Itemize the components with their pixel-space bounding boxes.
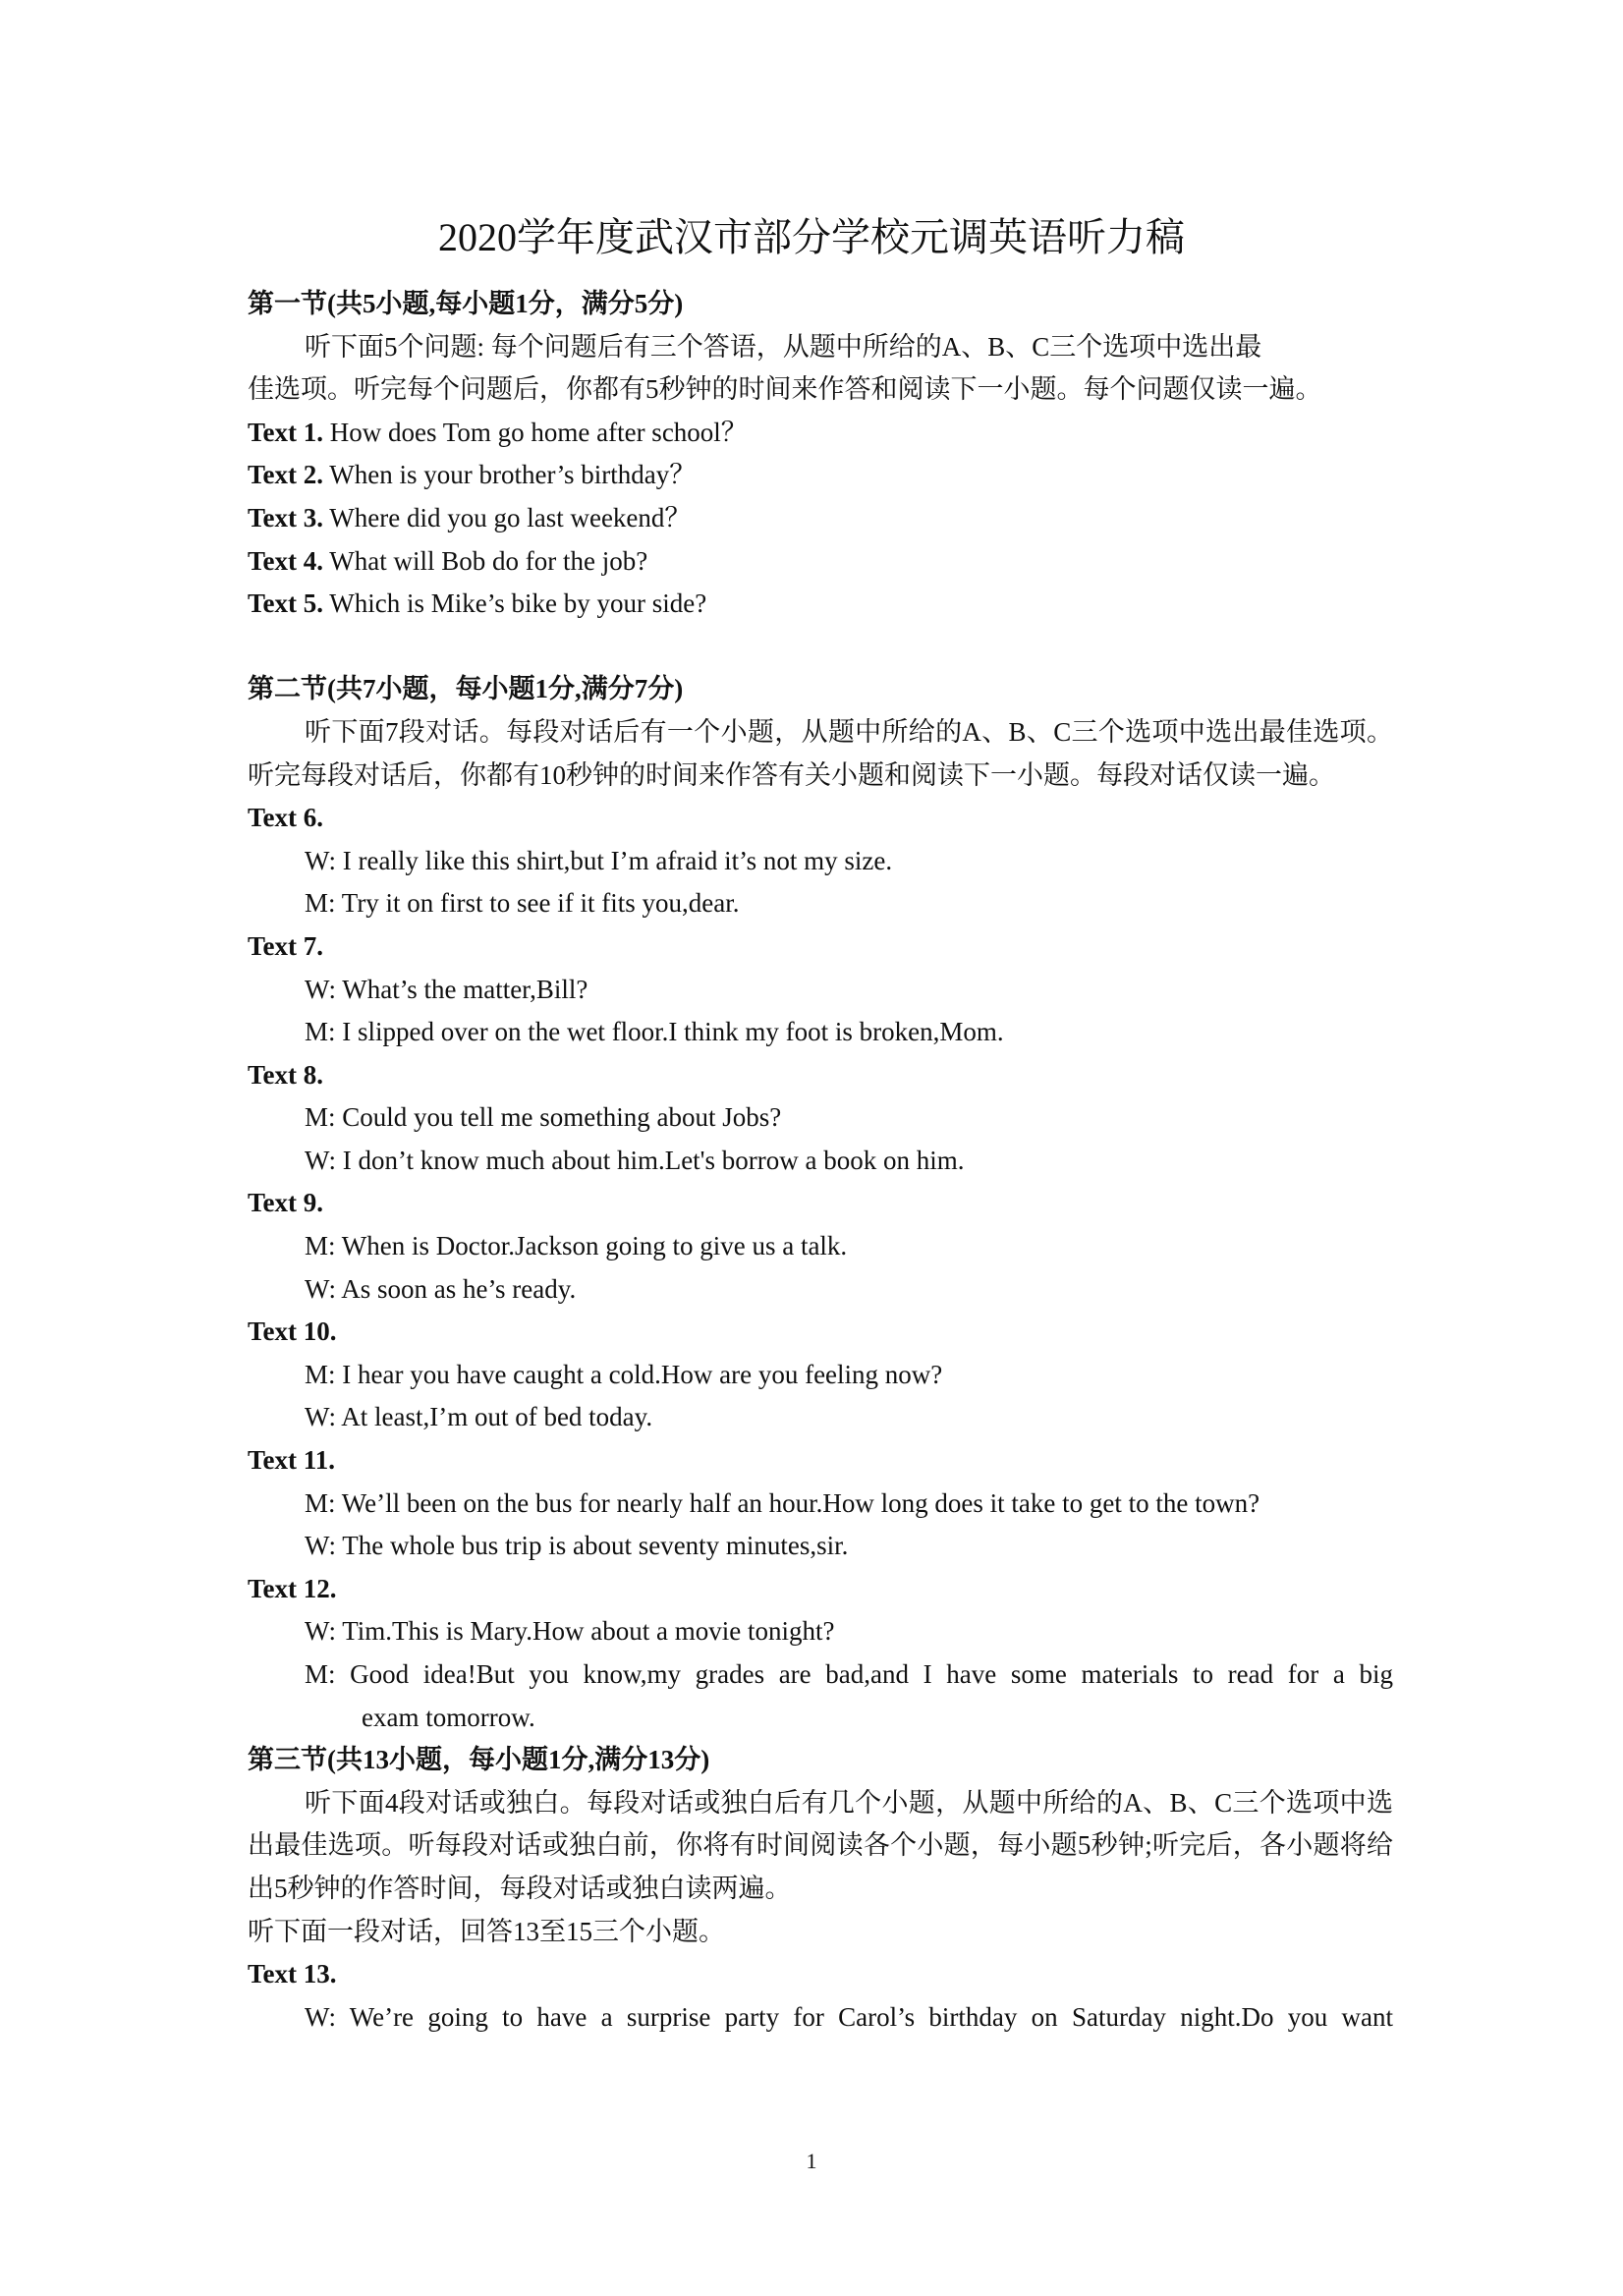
question-text: Where did you go last weekend？: [329, 502, 692, 532]
question-4: [248, 540, 1393, 584]
question-text: When is your brother’s birthday？: [329, 460, 697, 490]
section-2-instructions: 听下面7段对话。每段对话后有一个小题，从题中所给的A、B、C三个选项中选出最佳选项。听完每段对话后，你都有10秒钟的时间来作答有关小题和阅读下一小题。每段对话仅读一遍。: [248, 716, 1393, 790]
section-1-instructions-line-1: 听下面5个问题: 每个问题后有三个答语，从题中所给的A、B、C三个选项中选出最: [305, 331, 1262, 362]
dialogue-line: M: I slipped over on the wet floor.I think my foot is broken,Mom.: [305, 1017, 1004, 1047]
dialogue-line-wrapped: [248, 1653, 1393, 1739]
question-label: Text 1.: [248, 417, 324, 447]
dialogue-line: M: Try it on first to see if it fits you,dear.: [305, 888, 740, 919]
question-5: [248, 583, 1393, 626]
section-3-instructions: 听下面4段对话或独白。每段对话或独白后有几个小题，从题中所给的A、B、C三个选项中选出最佳选项。听每段对话或独白前，你将有时间阅读各个小题，每小题5秒钟;听完后，各小题将给出5秒钟的作答时间，每段对话或独白读两遍。: [248, 1787, 1393, 1903]
text-7-label: Text 7.: [248, 930, 324, 961]
section-3-sub-instruction: 听下面一段对话，回答13至15三个小题。: [248, 1916, 725, 1946]
section-2-heading: 第二节(共7小题，每小题1分,满分7分): [248, 674, 684, 704]
text-6-label: Text 6.: [248, 803, 324, 833]
text-8-label: Text 8.: [248, 1059, 324, 1090]
dialogue-line: W: I don’t know much about him.Let's borrow a book on him.: [305, 1145, 965, 1175]
question-text: How does Tom go home after school？: [329, 417, 748, 447]
dialogue-line: M: Could you tell me something about Jobs?: [305, 1102, 782, 1133]
dialogue-line: W: The whole bus trip is about seventy minutes,sir.: [305, 1531, 849, 1561]
text-11-label: Text 11.: [248, 1445, 336, 1476]
dialogue-line: M: I hear you have caught a cold.How are you feeling now?: [305, 1359, 943, 1389]
dialogue-line: M: Good idea!But you know,my grades are bad,and I have some materials to read for a big: [305, 1659, 1393, 1689]
question-2: [248, 454, 1393, 497]
text-13-label: Text 13.: [248, 1959, 337, 1989]
dialogue-line: W: Tim.This is Mary.How about a movie tonight?: [305, 1616, 835, 1647]
document-title: 2020学年度武汉市部分学校元调英语听力稿: [438, 215, 1185, 259]
dialogue-line: W: We’re going to have a surprise party for Carol’s birthday on Saturday night.Do you want: [305, 2001, 1393, 2032]
section-1-instructions-line-2: 佳选项。听完每个问题后，你都有5秒钟的时间来作答和阅读下一小题。每个问题仅读一遍。: [248, 374, 1322, 405]
question-label: Text 4.: [248, 545, 324, 576]
dialogue-line: W: I really like this shirt,but I’m afraid it’s not my size.: [305, 845, 893, 875]
section-3-heading: 第三节(共13小题，每小题1分,满分13分): [248, 1745, 710, 1775]
section-1-heading: 第一节(共5小题,每小题1分，满分5分): [248, 289, 684, 318]
dialogue-line: W: What’s the matter,Bill?: [305, 974, 588, 1004]
dialogue-line: W: At least,I’m out of bed today.: [305, 1402, 653, 1432]
question-3: [248, 497, 1393, 540]
text-10-label: Text 10.: [248, 1316, 337, 1347]
document-body: [248, 283, 1393, 2039]
question-label: Text 2.: [248, 460, 324, 490]
question-text: What will Bob do for the job?: [329, 545, 648, 576]
dialogue-line: M: We’ll been on the bus for nearly half an hour.How long does it take to get to the town?: [305, 1487, 1260, 1518]
text-9-label: Text 9.: [248, 1188, 324, 1218]
dialogue-line-continuation: exam tomorrow.: [362, 1702, 535, 1732]
page-number: 1: [806, 2149, 817, 2173]
text-12-label: Text 12.: [248, 1573, 337, 1603]
question-label: Text 5.: [248, 588, 324, 619]
question-label: Text 3.: [248, 502, 324, 532]
question-text: Which is Mike’s bike by your side?: [329, 588, 707, 619]
question-1: [248, 412, 1393, 455]
section-spacer: [248, 626, 1393, 669]
dialogue-line: W: As soon as he’s ready.: [305, 1273, 577, 1304]
dialogue-line: M: When is Doctor.Jackson going to give us a talk.: [305, 1231, 848, 1261]
